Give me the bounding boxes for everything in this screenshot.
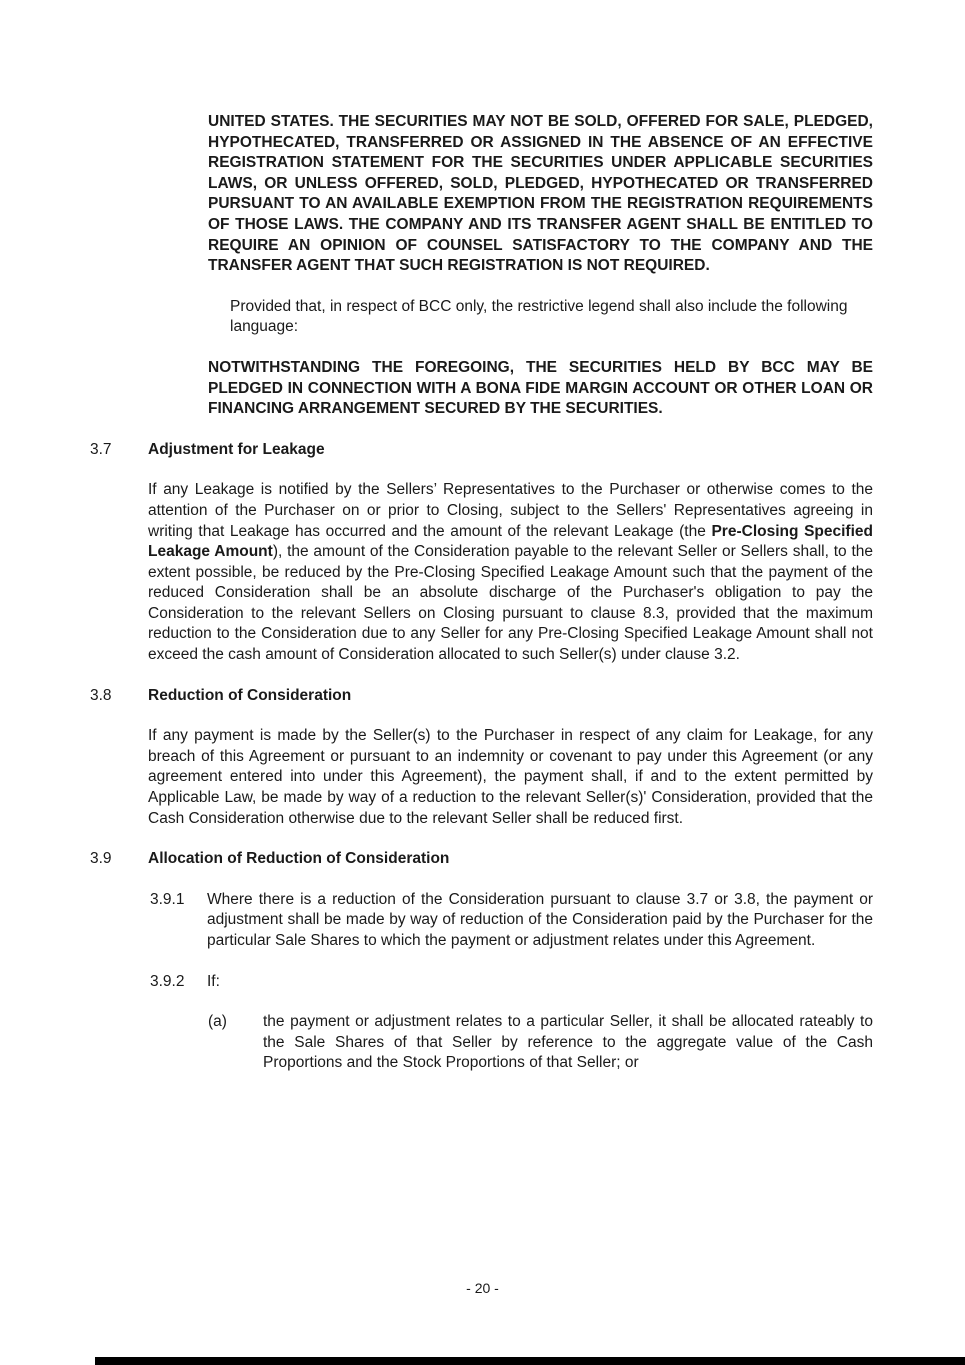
scan-artifact-bar [95, 1357, 965, 1365]
clause-3-7-body-part2: ), the amount of the Consideration payable to the relevant Seller or Sellers shall, to the extent possible, be reduced by the Pre-Closing Specified Leakage Amount such that the payment of the reduced Consideration shall be an absolute discharge of the Purchaser's obligation to pay the Consideration to the relevant Sellers on Closing pursuant to clause 8.3, provided that the maximum reduction to the Consideration due to any Seller for any Pre-Closing Specified Leakage Amount shall not exceed the cash amount of Consideration allocated to such Seller(s) under clause 3.2. [148, 543, 873, 664]
clause-3-7-body [148, 480, 873, 665]
provided-that-note: Provided that, in respect of BCC only, the restrictive legend shall also include the following language: [230, 297, 848, 336]
subclause-3-9-2 [0, 972, 965, 993]
clause-3-8 [0, 686, 965, 707]
securities-legend-paragraph: UNITED STATES. THE SECURITIES MAY NOT BE SOLD, OFFERED FOR SALE, PLEDGED, HYPOTHECATED, TRANSFERRED OR ASSIGNED IN THE ABSENCE OF AN EFFECTIVE REGISTRATION STATEMENT FOR THE SECURITIES UNDER APPLICABLE SECURITIES LAWS, OR UNLESS OFFERED, SOLD, PLEDGED, HYPOTHECATED OR TRANSFERRED PURSUANT TO AN AVAILABLE EXEMPTION FROM THE REGISTRATION REQUIREMENTS OF THOSE LAWS. THE COMPANY AND ITS TRANSFER AGENT SHALL BE ENTITLED TO REQUIRE AN OPINION OF COUNSEL SATISFACTORY TO THE COMPANY AND THE TRANSFER AGENT THAT SUCH REGISTRATION IS NOT REQUIRED. [208, 113, 873, 275]
item-a-label: (a) [208, 1013, 227, 1031]
clause-3-7-body-part1: If any Leakage is notified by the Sellers’ Representatives to the Purchaser or otherwise comes to the attention of the Purchaser on or prior to Closing, subject to the Sellers' Representatives agreeing in writing that Leakage has occurred and the amount of the relevant Leakage (the [148, 481, 873, 540]
bcc-legend-paragraph: NOTWITHSTANDING THE FOREGOING, THE SECURITIES HELD BY BCC MAY BE PLEDGED IN CONNECTION WITH A BONA FIDE MARGIN ACCOUNT OR OTHER LOAN OR FINANCING ARRANGEMENT SECURED BY THE SECURITIES. [208, 358, 873, 418]
clause-3-9-heading: Allocation of Reduction of Consideration [148, 850, 450, 868]
subclause-3-9-2-number: 3.9.2 [150, 972, 185, 990]
item-a-text: the payment or adjustment relates to a particular Seller, it shall be allocated rateably to the Sale Shares of that Seller by reference to the aggregate value of the Cash Proportions and the Stock Proportions of that Seller; or [263, 1013, 873, 1072]
clause-3-7-number: 3.7 [90, 440, 112, 458]
clause-3-7 [0, 440, 965, 461]
item-a [0, 1012, 965, 1074]
subclause-3-9-1-text: Where there is a reduction of the Consideration pursuant to clause 3.7 or 3.8, the payment or adjustment shall be made by way of reduction of the Consideration paid by the Purchaser for the particular Sale Shares to which the payment or adjustment relates under this Agreement. [207, 890, 873, 949]
clause-3-8-heading: Reduction of Consideration [148, 686, 352, 704]
page-number: - 20 - [466, 1280, 499, 1296]
clause-3-8-number: 3.8 [90, 686, 112, 704]
clause-3-9-number: 3.9 [90, 850, 112, 868]
clause-3-7-heading: Adjustment for Leakage [148, 440, 325, 458]
clause-3-8-body: If any payment is made by the Seller(s) to the Purchaser in respect of any claim for Leakage, for any breach of this Agreement or pursuant to an indemnity or covenant to pay under this Agreement (or any agreement entered into under this Agreement), the payment shall, if and to the extent permitted by Applicable Law, be made by way of a reduction to the relevant Seller(s)' Consideration, provided that the Cash Consideration otherwise due to the relevant Seller shall be reduced first. [148, 727, 873, 827]
clause-3-9 [0, 849, 965, 870]
subclause-3-9-2-text: If: [207, 972, 220, 990]
document-content [0, 112, 965, 1094]
subclause-3-9-1 [0, 890, 965, 952]
defined-term-pre-closing-specified-leakage-amount: Pre-Closing Specified Leakage Amount [148, 522, 873, 561]
subclause-3-9-1-number: 3.9.1 [150, 890, 185, 908]
